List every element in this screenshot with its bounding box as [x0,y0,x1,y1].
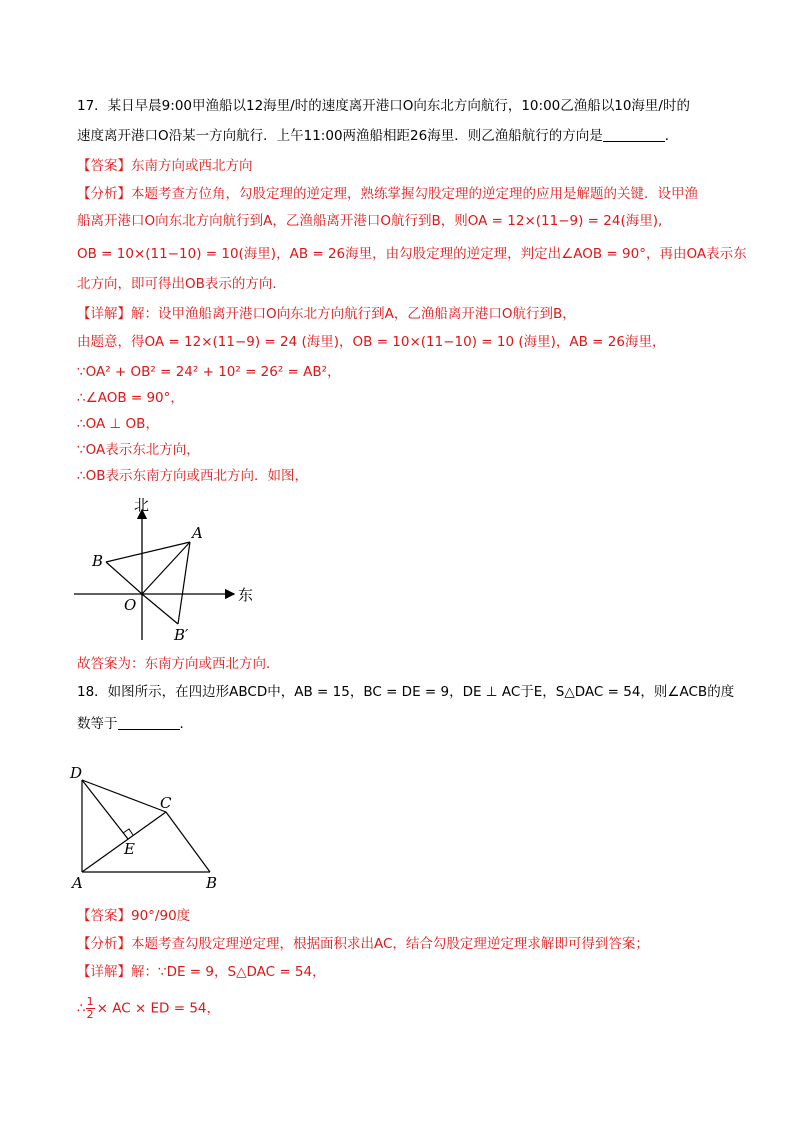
q17-stem-line2-end: ． [664,128,679,144]
q17-stem-line2 [77,126,678,146]
q17-detail-line4: ∴∠AOB = 90°， [77,390,184,406]
q17-detail-line6: ∵OA表示东北方向， [77,442,200,458]
segment-OB2 [142,594,178,624]
q18-analysis: 【分析】本题考查勾股定理逆定理，根据面积求出AC，结合勾股定理逆定理求解即可得到答案； [77,936,649,952]
q17-detail-line1: 【详解】解：设甲渔船离开港口O向东北方向航行到A，乙渔船离开港口O航行到B， [77,306,576,322]
label-O: O [124,596,137,614]
label-north: 北 [134,496,150,514]
segment-BC [166,812,210,872]
q18-stem-line2 [77,714,193,734]
label-A: A [72,874,83,892]
q17-analysis-line3: OB = 10×(11−10) = 10(海里)，AB = 26海里，由勾股定理的逆定理，判定出∠AOB = 90°，再由OA表示东 [77,246,747,262]
q18-answer: 【答案】90°/90度 [77,908,191,924]
q17-stem-line2-text: 速度离开港口O沿某一方向航行．上午11:00两渔船相距26海里．则乙渔船航行的方向是 [77,128,603,144]
q17-figure [66,488,266,648]
fraction-one-half [86,996,95,1021]
label-A: A [192,524,203,542]
label-C: C [160,794,172,812]
q17-analysis-line1: 【分析】本题考查方位角，勾股定理的逆定理，熟练掌握勾股定理的逆定理的应用是解题的关键．设甲渔 [77,186,698,202]
fraction-numerator: 1 [86,995,94,1008]
q18-figure [66,760,236,894]
q17-detail-line7: ∴OB表示东南方向或西北方向．如图， [77,468,308,484]
q18-stem-line2-end: ． [179,716,193,732]
q17-detail-line2: 由题意，得OA = 12×(11−9) = 24 (海里)，OB = 10×(11−10) = 10 (海里)，AB = 26海里， [77,334,666,350]
segment-BO [106,562,142,594]
label-D: D [70,764,83,782]
q17-conclusion: 故答案为：东南方向或西北方向． [77,656,280,672]
q17-analysis-line2: 船离开港口O向东北方向航行到A，乙渔船离开港口O航行到B，则OA = 12×(11−9) = 24(海里), [77,213,663,229]
label-E: E [124,840,135,858]
segment-OA [142,542,190,594]
q18-detail-line1: 【详解】解：∵DE = 9，S△DAC = 54， [77,964,326,980]
q18-detail-line2-text: × AC × ED = 54， [96,1000,221,1017]
q18-answer-blank [118,715,180,730]
segment-BA [106,542,190,562]
q17-analysis-line4: 北方向，即可得出OB表示的方向． [77,276,286,292]
q17-stem-line1: 17．某日早晨9:00甲渔船以12海里/时的速度离开港口O向东北方向航行，10:00乙渔船以10海里/时的 [77,98,690,114]
q17-answer-blank [603,127,665,142]
q18-stem-line1: 18．如图所示，在四边形ABCD中，AB = 15，BC = DE = 9，DE ⊥ AC于E，S△DAC = 54，则∠ACB的度 [77,684,735,700]
q18-stem-line2-text: 数等于 [77,716,118,732]
q17-detail-line5: ∴OA ⊥ OB， [77,416,159,432]
segment-AB2 [178,542,190,624]
label-B: B [206,874,218,892]
q17-answer: 【答案】东南方向或西北方向 [77,158,253,174]
q17-detail-line3: ∵OA² + OB² = 24² + 10² = 26² = AB²， [77,364,341,380]
label-B: B [92,552,104,570]
fraction-denominator: 2 [86,1008,94,1021]
label-B-prime: B′ [174,626,189,644]
therefore-symbol: ∴ [77,1000,86,1017]
q18-detail-line2 [77,996,220,1021]
label-east: 东 [238,586,254,604]
